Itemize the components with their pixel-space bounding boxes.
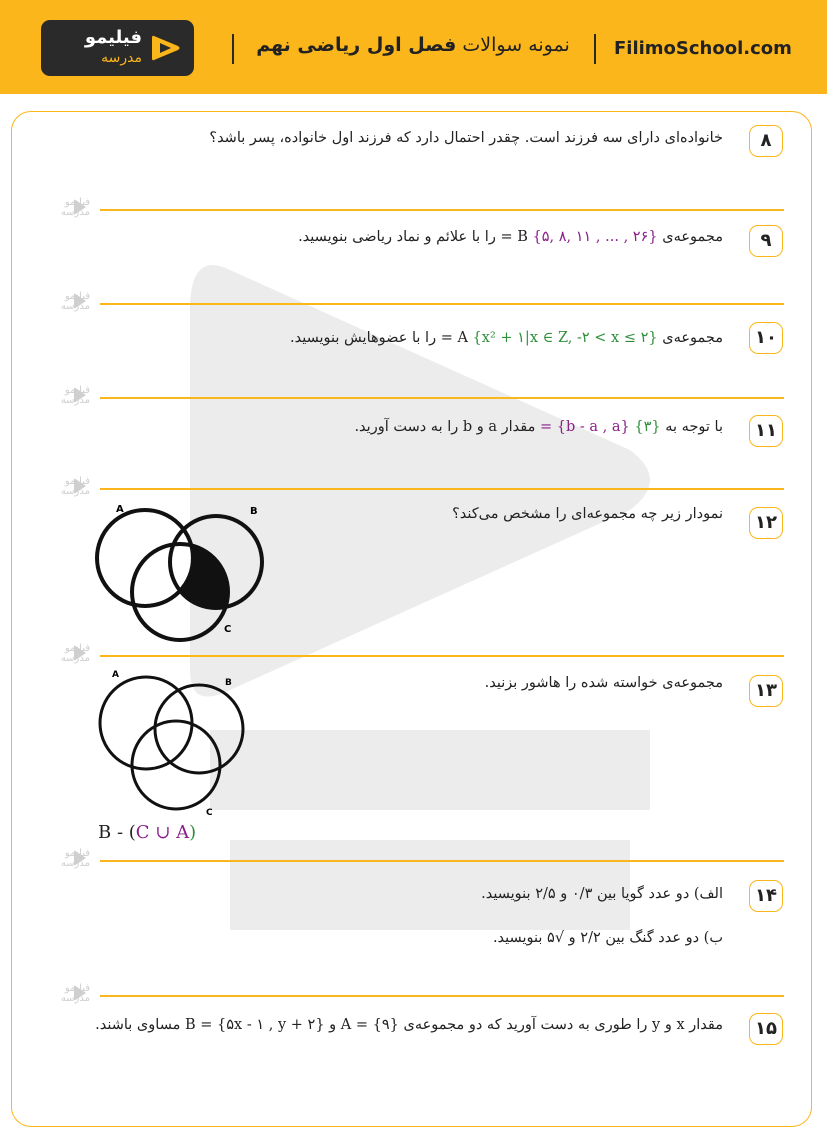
side-logo-sub: مدرسه xyxy=(60,858,90,869)
divider xyxy=(100,488,784,490)
side-logo xyxy=(26,292,90,312)
divider xyxy=(100,860,784,862)
side-logo-sub: مدرسه xyxy=(60,207,90,218)
side-logo-name: فیلیمو xyxy=(64,848,90,859)
question-number: ۹ xyxy=(749,225,783,257)
play-icon xyxy=(74,387,86,403)
set-expression xyxy=(98,822,196,843)
venn-label-c: C xyxy=(206,808,213,815)
question-text: خانواده‌ای دارای سه فرزند است. چقدر احتمال دارد که فرزند اول خانواده، پسر باشد؟ xyxy=(209,130,723,146)
question-number: ۱۰ xyxy=(749,322,783,354)
venn-label-a: A xyxy=(116,504,124,515)
divider xyxy=(100,303,784,305)
side-logo-sub: مدرسه xyxy=(60,486,90,497)
side-logo xyxy=(26,849,90,869)
venn-label-a: A xyxy=(112,670,119,680)
side-logo-name: فیلیمو xyxy=(64,983,90,994)
set-name: B = xyxy=(500,229,528,245)
set-builder: {x² + ۱|x ∈ Z, -۲ < x ≤ ۲} xyxy=(472,330,658,346)
expr-post: ) xyxy=(189,822,197,843)
side-logo-name: فیلیمو xyxy=(64,643,90,654)
venn-diagram-blank xyxy=(96,665,256,815)
question-text: مجموعه‌ی خواسته شده را هاشور بزنید. xyxy=(484,675,723,691)
page-header xyxy=(0,0,827,94)
title-bold: فصل اول ریاضی نهم xyxy=(256,34,457,56)
side-logo-name: فیلیمو xyxy=(64,476,90,487)
play-icon xyxy=(74,478,86,494)
play-icon xyxy=(74,985,86,1001)
venn-diagram-shaded xyxy=(90,500,290,650)
text-post: را با عضوهایش بنویسید. xyxy=(289,330,437,346)
question-text: نمودار زیر چه مجموعه‌ای را مشخص می‌کند؟ xyxy=(452,506,723,522)
question-number: ۱۵ xyxy=(749,1013,783,1045)
title-prefix: نمونه سوالات xyxy=(462,34,570,56)
set-name: A = xyxy=(440,330,468,346)
side-logo-sub: مدرسه xyxy=(60,653,90,664)
equation-left: {۳} xyxy=(634,419,661,435)
logo-sub: مدرسه xyxy=(101,50,142,66)
header-separator xyxy=(232,34,234,64)
play-icon xyxy=(74,645,86,661)
venn-label-c: C xyxy=(224,624,232,635)
venn-label-b: B xyxy=(250,506,258,517)
question-number: ۱۲ xyxy=(749,507,783,539)
play-icon xyxy=(74,850,86,866)
divider xyxy=(100,397,784,399)
set-elements: {۲۶ , ... , ۱۱ ,۸ ,۵} xyxy=(532,229,658,245)
text-post: مقدار a و b را به دست آورید. xyxy=(354,419,536,435)
play-icon xyxy=(74,199,86,215)
venn-label-b: B xyxy=(225,678,232,688)
side-logo xyxy=(26,198,90,218)
side-logo-name: فیلیمو xyxy=(64,291,90,302)
question-text xyxy=(354,419,723,435)
side-logo-sub: مدرسه xyxy=(60,993,90,1004)
site-url[interactable]: FilimoSchool.com xyxy=(614,38,792,59)
divider xyxy=(100,655,784,657)
side-logo-sub: مدرسه xyxy=(60,395,90,406)
question-line-1: الف) دو عدد گویا بین ۰/۳ و ۲/۵ بنویسید. xyxy=(481,886,723,902)
text-post: را با علائم و نماد ریاضی بنویسید. xyxy=(298,229,496,245)
side-logo-sub: مدرسه xyxy=(60,301,90,312)
play-logo-icon xyxy=(150,32,182,64)
equation-right: {b - a , a} = xyxy=(540,419,630,435)
header-separator xyxy=(594,34,596,64)
question-line-2: ب) دو عدد گنگ بین ۲/۲ و √۵ بنویسید. xyxy=(492,930,723,946)
text-pre: مجموعه‌ی xyxy=(662,330,723,346)
side-logo xyxy=(26,644,90,664)
expr-mid: C ∪ A xyxy=(135,822,190,843)
filimo-school-logo[interactable] xyxy=(41,20,194,76)
divider xyxy=(100,995,784,997)
logo-name: فیلیمو xyxy=(84,27,142,48)
side-logo-name: فیلیمو xyxy=(64,385,90,396)
page-title xyxy=(252,34,574,56)
side-logo xyxy=(26,984,90,1004)
side-logo xyxy=(26,386,90,406)
expr-pre: B - ( xyxy=(98,822,136,843)
question-text: مقدار x و y را طوری به دست آورید که دو مجموعه‌ی {۹} = A و {۵x - ۱ , y + ۲} = B مساوی باشند. xyxy=(95,1017,723,1033)
side-logo-name: فیلیمو xyxy=(64,197,90,208)
question-number: ۸ xyxy=(749,125,783,157)
question-text xyxy=(298,229,723,245)
side-logo xyxy=(26,477,90,497)
text-pre: با توجه به xyxy=(665,419,723,435)
divider xyxy=(100,209,784,211)
question-text xyxy=(290,330,723,346)
play-icon xyxy=(74,293,86,309)
question-number: ۱۳ xyxy=(749,675,783,707)
text-pre: مجموعه‌ی xyxy=(662,229,723,245)
question-number: ۱۱ xyxy=(749,415,783,447)
question-number: ۱۴ xyxy=(749,880,783,912)
